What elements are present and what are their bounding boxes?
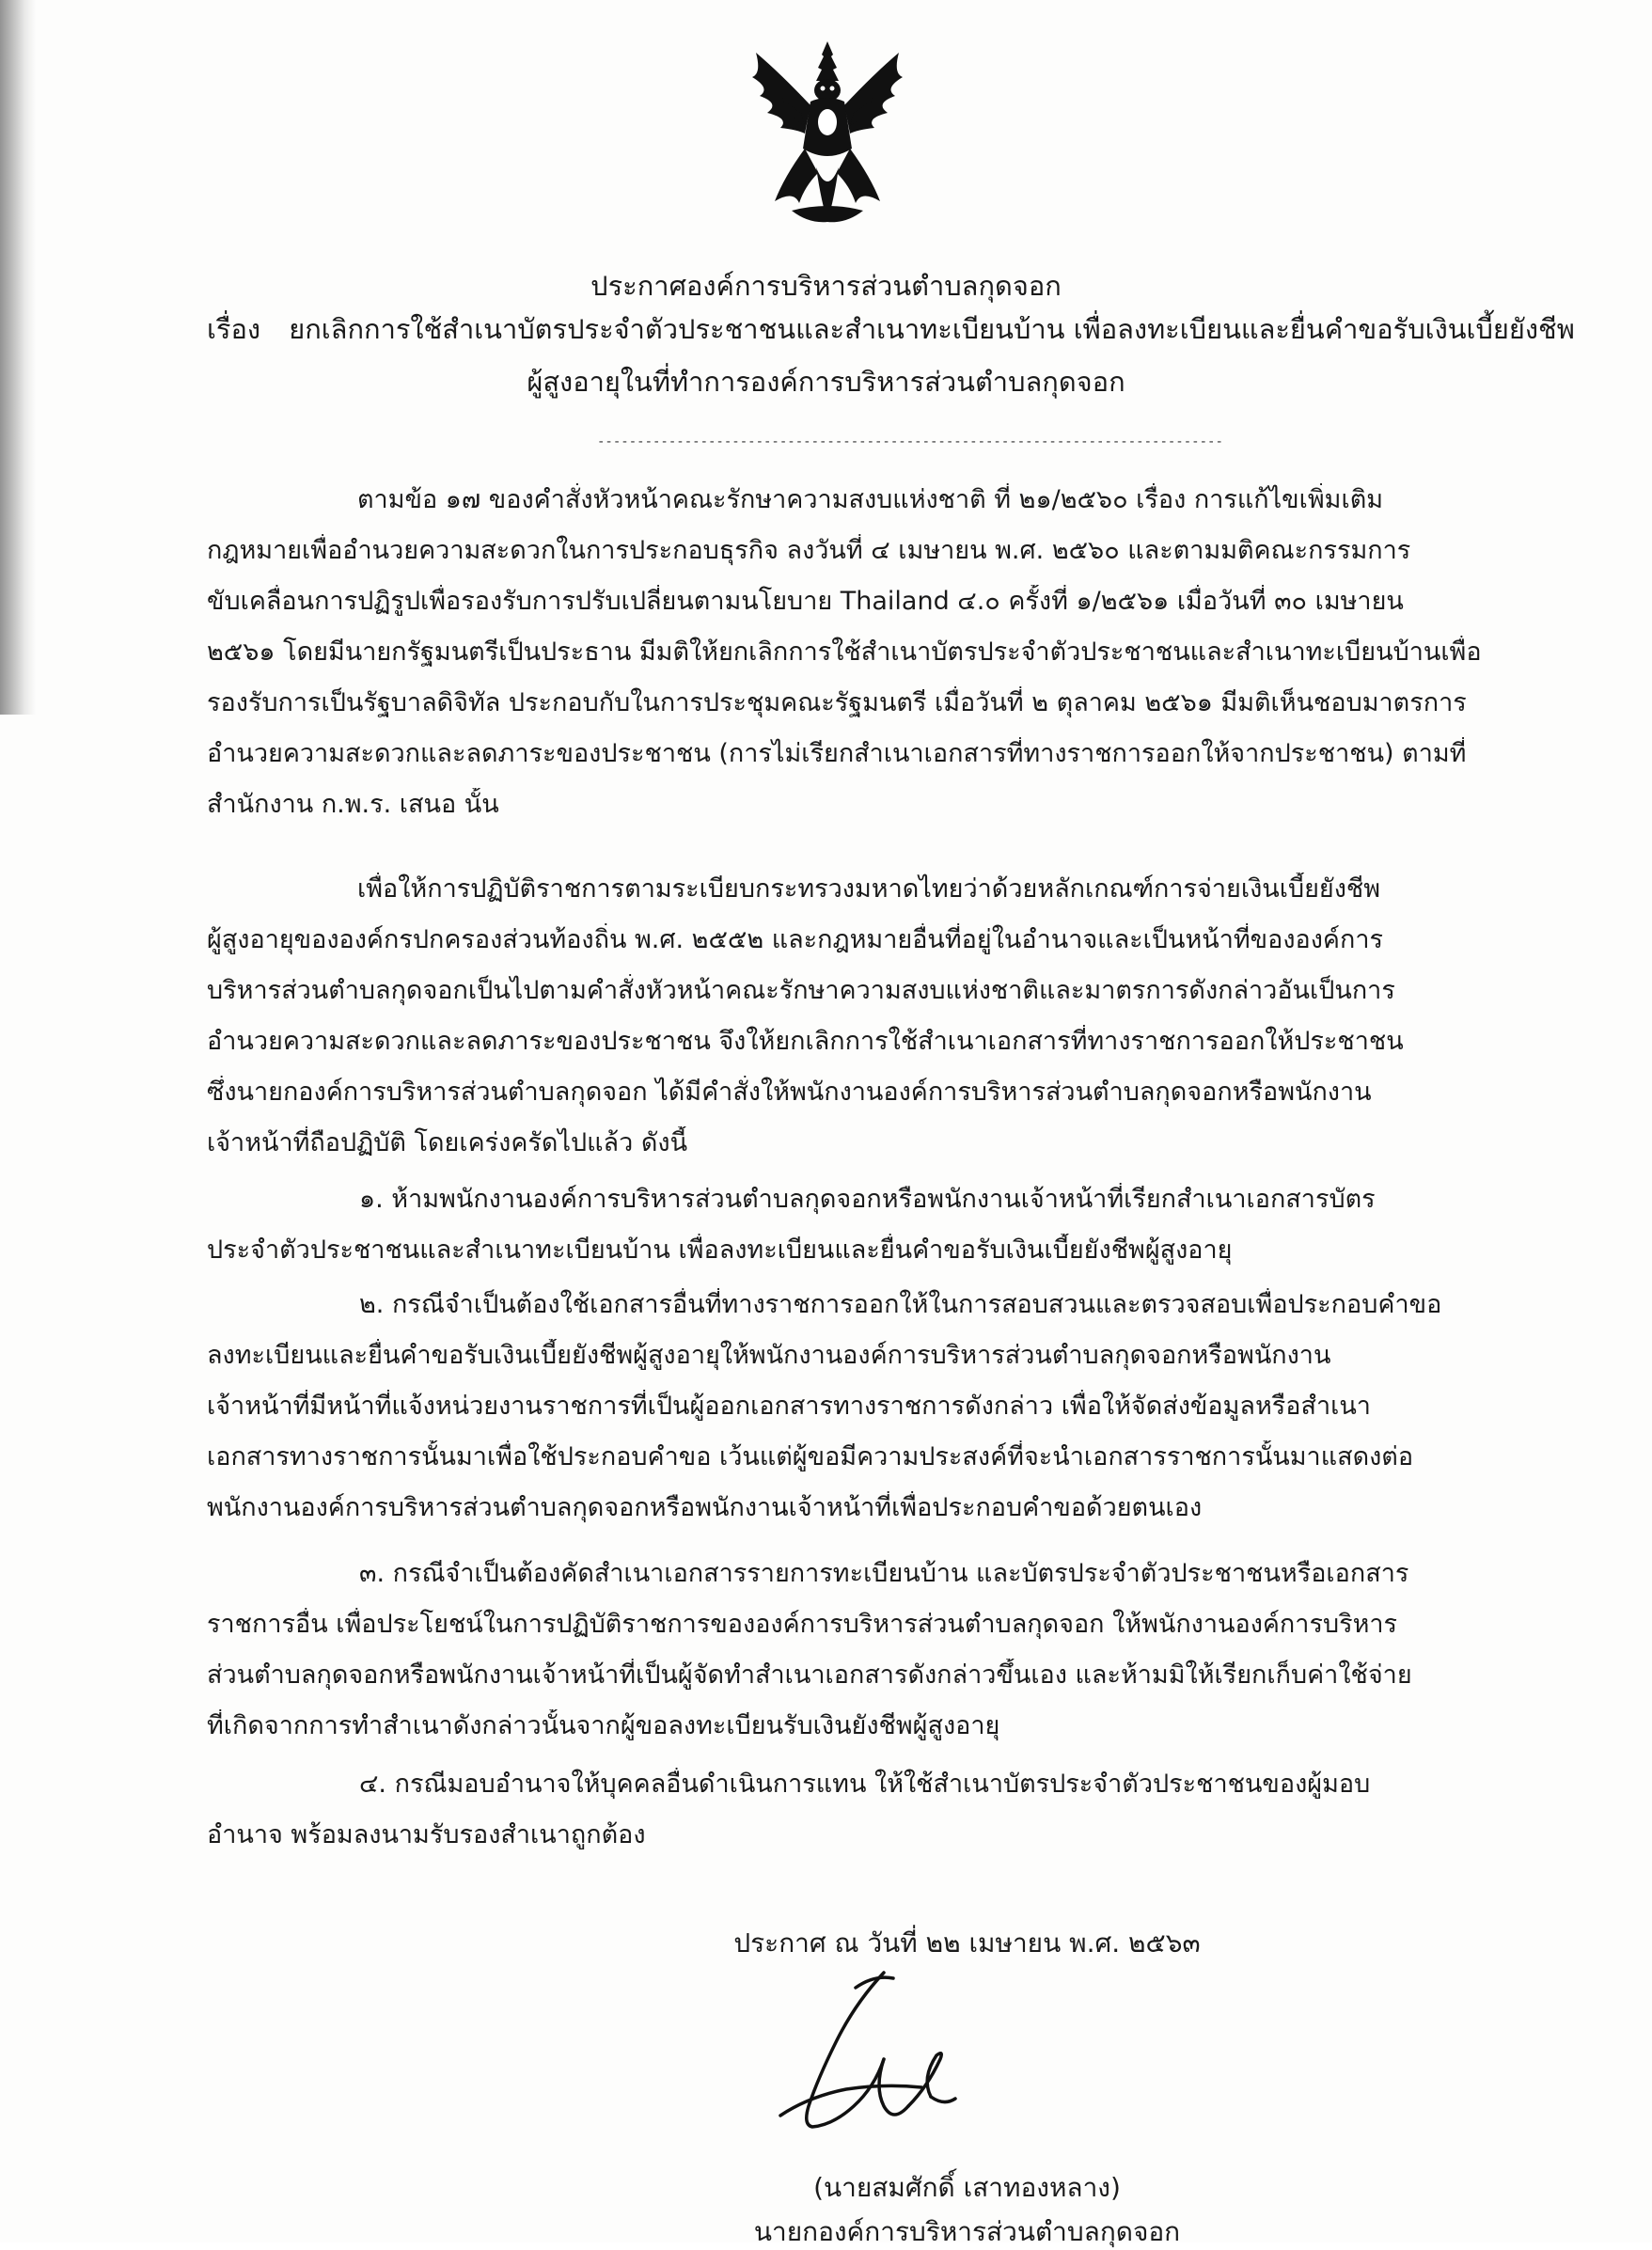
subject-line-1: ยกเลิกการใช้สำเนาบัตรประจำตัวประชาชนและสำเนาทะเบียนบ้าน เพื่อลงทะเบียนและยื่นคำขอรับเงินเบี้ยยังชีพ xyxy=(289,313,1575,345)
paragraph-1-line-4: ๒๕๖๑ โดยมีนายกรัฐมนตรีเป็นประธาน มีมติให้ยกเลิกการใช้สำเนาบัตรประจำตัวประชาชนและสำเนาทะเบียนบ้านเพื่อ xyxy=(207,637,1482,667)
item-2-line-1: ๒. กรณีจำเป็นต้องใช้เอกสารอื่นที่ทางราชการออกให้ในการสอบสวนและตรวจสอบเพื่อประกอบคำขอ xyxy=(359,1290,1442,1319)
item-3-line-2: ราชการอื่น เพื่อประโยชน์ในการปฏิบัติราชการขององค์การบริหารส่วนตำบลกุดจอก ให้พนักงานองค์การบริหาร xyxy=(207,1610,1398,1639)
paragraph-2-line-2: ผู้สูงอายุขององค์กรปกครองส่วนท้องถิ่น พ.ศ. ๒๕๕๒ และกฎหมายอื่นที่อยู่ในอำนาจและเป็นหน้าที่ขององค์การ xyxy=(207,925,1383,954)
paragraph-2-line-1: เพื่อให้การปฏิบัติราชการตามระเบียบกระทรวงมหาดไทยว่าด้วยหลักเกณฑ์การจ่ายเงินเบี้ยยังชีพ xyxy=(357,874,1381,904)
subject-row xyxy=(207,310,1575,348)
paragraph-2-line-5: ซึ่งนายกองค์การบริหารส่วนตำบลกุดจอก ได้มีคำสั่งให้พนักงานองค์การบริหารส่วนตำบลกุดจอกหรือพนักงาน xyxy=(207,1078,1372,1107)
item-1-line-1: ๑. ห้ามพนักงานองค์การบริหารส่วนตำบลกุดจอกหรือพนักงานเจ้าหน้าที่เรียกสำเนาเอกสารบัตร xyxy=(359,1185,1376,1214)
garuda-emblem-icon xyxy=(743,36,912,243)
paragraph-1-line-7: สำนักงาน ก.พ.ร. เสนอ นั้น xyxy=(207,790,499,819)
paragraph-2-line-6: เจ้าหน้าที่ถือปฏิบัติ โดยเคร่งครัดไปแล้ว ดังนี้ xyxy=(207,1128,688,1157)
paragraph-1-line-2: กฎหมายเพื่ออำนวยความสะดวกในการประกอบธุรกิจ ลงวันที่ ๔ เมษายน พ.ศ. ๒๕๖๐ และตามมติคณะกรรมการ xyxy=(207,536,1411,565)
item-1-line-2: ประจำตัวประชาชนและสำเนาทะเบียนบ้าน เพื่อลงทะเบียนและยื่นคำขอรับเงินเบี้ยยังชีพผู้สูงอายุ xyxy=(207,1235,1233,1265)
subject-line-2: ผู้สูงอายุในที่ทำการองค์การบริหารส่วนตำบลกุดจอก xyxy=(527,366,1125,398)
paragraph-1-line-6: อำนวยความสะดวกและลดภาระของประชาชน (การไม่เรียกสำเนาเอกสารที่ทางราชการออกให้จากประชาชน) ตามที่ xyxy=(207,739,1467,768)
item-2-line-3: เจ้าหน้าที่มีหน้าที่แจ้งหน่วยงานราชการที่เป็นผู้ออกเอกสารทางราชการดังกล่าว เพื่อให้จัดส่งข้อมูลหรือสำเนา xyxy=(207,1392,1371,1421)
announcement-date: ประกาศ ณ วันที่ ๒๒ เมษายน พ.ศ. ๒๕๖๓ xyxy=(733,1927,1201,1959)
handwritten-signature xyxy=(743,1965,968,2153)
signer-title: นายกองค์การบริหารส่วนตำบลกุดจอก xyxy=(753,2216,1181,2247)
announcement-title: ประกาศองค์การบริหารส่วนตำบลกุดจอก xyxy=(590,270,1062,302)
item-3-line-1: ๓. กรณีจำเป็นต้องคัดสำเนาเอกสารรายการทะเบียนบ้าน และบัตรประจำตัวประชาชนหรือเอกสาร xyxy=(359,1559,1409,1588)
scan-edge-shadow xyxy=(0,0,36,715)
paragraph-2-line-3: บริหารส่วนตำบลกุดจอกเป็นไปตามคำสั่งหัวหน้าคณะรักษาความสงบแห่งชาติและมาตรการดังกล่าวอันเป็นการ xyxy=(207,976,1395,1005)
item-4-line-2: อำนาจ พร้อมลงนามรับรองสำเนาถูกต้อง xyxy=(207,1820,646,1849)
paragraph-1-line-1: ตามข้อ ๑๗ ของคำสั่งหัวหน้าคณะรักษาความสงบแห่งชาติ ที่ ๒๑/๒๕๖๐ เรื่อง การแก้ไขเพิ่มเติม xyxy=(357,485,1384,514)
signer-name: (นายสมศักดิ์ เสาทองหลาง) xyxy=(813,2172,1121,2203)
paragraph-2-line-4: อำนวยความสะดวกและลดภาระของประชาชน จึงให้ยกเลิกการใช้สำเนาเอกสารที่ทางราชการออกให้ประชาชน xyxy=(207,1027,1404,1056)
item-2-line-4: เอกสารทางราชการนั้นมาเพื่อใช้ประกอบคำขอ เว้นแต่ผู้ขอมีความประสงค์ที่จะนำเอกสารราชการนั้นมาแสดงต่อ xyxy=(207,1442,1414,1471)
paragraph-1-line-3: ขับเคลื่อนการปฏิรูปเพื่อรองรับการปรับเปลี่ยนตามนโยบาย Thailand ๔.๐ ครั้งที่ ๑/๒๕๖๑ เมื่อวันที่ ๓๐ เมษายน xyxy=(207,587,1404,616)
paragraph-1-line-5: รองรับการเป็นรัฐบาลดิจิทัล ประกอบกับในการประชุมคณะรัฐมนตรี เมื่อวันที่ ๒ ตุลาคม ๒๕๖๑ มีมติเห็นชอบมาตรการ xyxy=(207,688,1467,717)
item-2-line-5: พนักงานองค์การบริหารส่วนตำบลกุดจอกหรือพนักงานเจ้าหน้าที่เพื่อประกอบคำขอด้วยตนเอง xyxy=(207,1493,1203,1522)
subject-label: เรื่อง xyxy=(207,313,261,345)
item-3-line-3: ส่วนตำบลกุดจอกหรือพนักงานเจ้าหน้าที่เป็นผู้จัดทำสำเนาเอกสารดังกล่าวขึ้นเอง และห้ามมิให้เรียกเก็บค่าใช้จ่าย xyxy=(207,1660,1412,1690)
item-2-line-2: ลงทะเบียนและยื่นคำขอรับเงินเบี้ยยังชีพผู้สูงอายุให้พนักงานองค์การบริหารส่วนตำบลกุดจอกหรือพนักงาน xyxy=(207,1341,1331,1370)
separator-line: ------------------------------------------------------------------------------- xyxy=(597,434,1223,449)
item-4-line-1: ๔. กรณีมอบอำนาจให้บุคคลอื่นดำเนินการแทน ให้ใช้สำเนาบัตรประจำตัวประชาชนของผู้มอบ xyxy=(359,1770,1371,1799)
item-3-line-4: ที่เกิดจากการทำสำเนาดังกล่าวนั้นจากผู้ขอลงทะเบียนรับเงินยังชีพผู้สูงอายุ xyxy=(207,1711,1000,1740)
